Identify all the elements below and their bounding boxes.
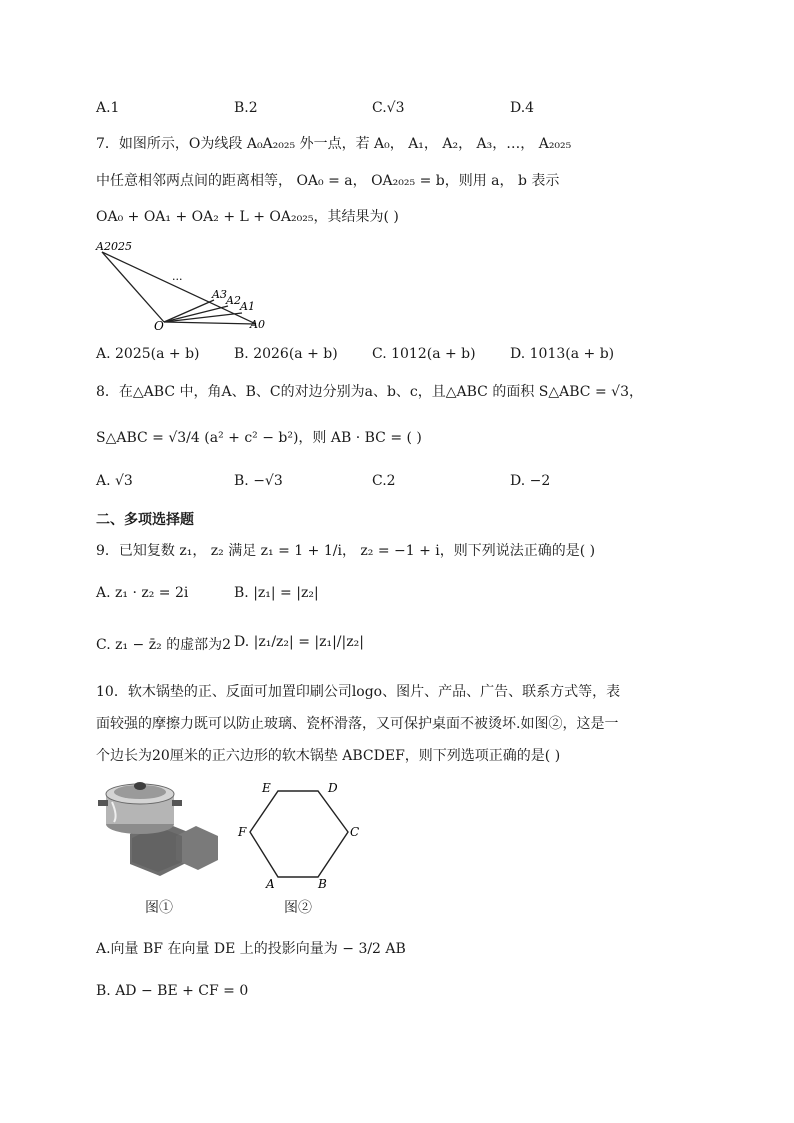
q7-figure (94, 238, 284, 338)
q6-option-d: D.4 (510, 100, 535, 116)
hex-label-d: D (328, 781, 338, 795)
q9-option-a: A. z₁ · z₂ = 2i (96, 585, 189, 601)
q10-stem-line3: 个边长为20厘米的正六边形的软木锅垫 ABCDEF，则下列选项正确的是( ) (96, 748, 561, 764)
q10-stem-line2: 面较强的摩擦力既可以防止玻璃、瓷杯滑落，又可保护桌面不被烫坏.如图②，这是一 (96, 716, 619, 732)
q7-option-b: B. 2026(a + b) (234, 346, 338, 362)
q7-label-a2: A2 (226, 294, 241, 307)
q6-option-b: B.2 (234, 100, 258, 116)
q7-stem-line2: 中任意相邻两点间的距离相等， OA₀ = a， OA₂₀₂₅ = b，则用 a， b 表示 (96, 173, 560, 189)
q8-stem-line2: S△ABC = √3/4 (a² + c² − b²)，则 AB · BC = ( ) (96, 430, 422, 446)
q6-option-a: A.1 (96, 100, 120, 116)
hex-label-b: B (318, 877, 327, 891)
q10-option-a: A.向量 BF 在向量 DE 上的投影向量为 − 3/2 AB (96, 941, 406, 957)
q7-stem-line3: OA₀ + OA₁ + OA₂ + L + OA₂₀₂₅，其结果为( ) (96, 209, 399, 225)
q8-option-d: D. −2 (510, 473, 551, 489)
q10-stem-line1: 10．软木锅垫的正、反面可加置印刷公司logo、图片、产品、广告、联系方式等，表 (96, 684, 621, 700)
q10-option-b: B. AD − BE + CF = 0 (96, 983, 249, 999)
q7-option-a: A. 2025(a + b) (96, 346, 200, 362)
q7-label-a1: A1 (240, 300, 255, 313)
q7-label-o: O (154, 319, 164, 333)
q8-option-c: C.2 (372, 473, 396, 489)
q7-label-a2025: A2025 (96, 240, 132, 253)
pot-on-coaster-photo (96, 772, 224, 882)
q9-stem: 9．已知复数 z₁， z₂ 满足 z₁ = 1 + 1/i， z₂ = −1 + i，则下列说法正确的是( ) (96, 543, 596, 559)
q9-option-b: B. |z₁| = |z₂| (234, 585, 319, 601)
hex-label-f: F (238, 825, 247, 839)
q8-stem-line1: 8．在△ABC 中，角A、B、C的对边分别为a、b、c，且△ABC 的面积 S△ABC = √3， (96, 384, 643, 400)
figure-2-caption: 图② (284, 900, 312, 916)
figure-1-caption: 图① (145, 900, 173, 916)
q9-option-c: C. z₁ − z̄₂ 的虚部为2 (96, 637, 232, 653)
q7-label-a3: A3 (212, 288, 227, 301)
q7-label-a0: A0 (250, 318, 265, 331)
hex-label-c: C (350, 825, 360, 839)
q7-label-dots: ... (172, 270, 183, 283)
q8-option-b: B. −√3 (234, 473, 283, 489)
q7-option-d: D. 1013(a + b) (510, 346, 615, 362)
hex-label-e: E (262, 781, 271, 795)
q7-stem-line1: 7．如图所示，O为线段 A₀A₂₀₂₅ 外一点，若 A₀， A₁， A₂， A₃，…， A₂₀₂₅ (96, 136, 572, 152)
q7-option-c: C. 1012(a + b) (372, 346, 476, 362)
q9-option-d: D. |z₁/z₂| = |z₁|/|z₂| (234, 634, 364, 650)
hexagon-figure (234, 776, 364, 892)
hex-label-a: A (266, 877, 275, 891)
q6-option-c: C.√3 (372, 100, 405, 116)
section-heading-multiple-choice: 二、多项选择题 (96, 512, 194, 528)
q8-option-a: A. √3 (96, 473, 133, 489)
